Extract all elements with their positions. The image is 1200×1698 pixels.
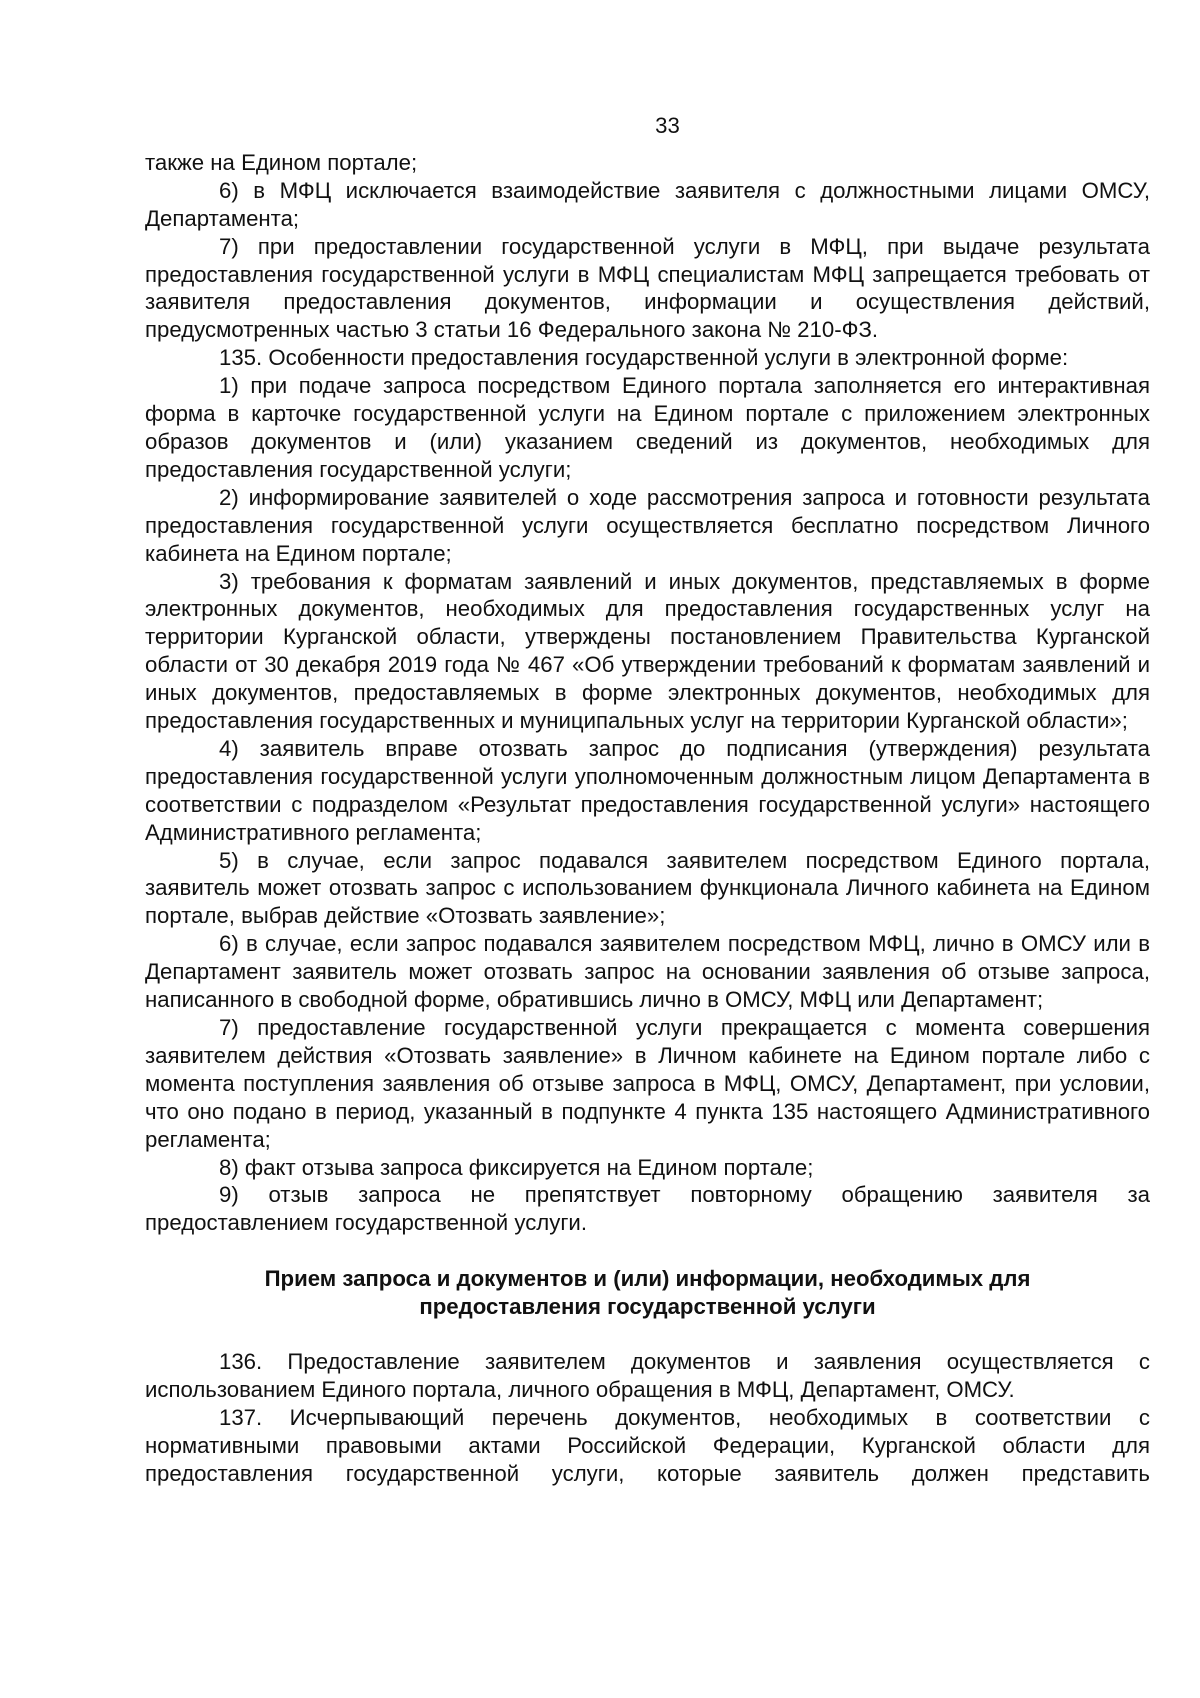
paragraph: 7) предоставление государственной услуги прекращается с момента совершения заявителем действия «Отозвать заявление» в Личном кабинете на Едином портале либо с момента поступления заявления об отзыве запроса в МФЦ, ОМСУ, Департамент, при условии, что оно подано в период, указанный в подпункте 4 пункта 135 настоящего Административного регламента; bbox=[145, 1015, 1150, 1152]
paragraph: 8) факт отзыва запроса фиксируется на Едином портале; bbox=[219, 1154, 814, 1180]
paragraph: 5) в случае, если запрос подавался заявителем посредством Единого портала, заявитель может отозвать запрос с использованием функционала Личного кабинета на Едином портале, выбрав действие «Отозвать заявление»; bbox=[145, 847, 1150, 929]
document-page bbox=[145, 112, 1150, 1488]
page-number: 33 bbox=[655, 113, 680, 138]
paragraph: 136. Предоставление заявителем документов и заявления осуществляется с использованием Единого портала, личного обращения в МФЦ, Департамент, ОМСУ. bbox=[145, 1349, 1150, 1402]
paragraph: 1) при подаче запроса посредством Единого портала заполняется его интерактивная форма в карточке государственной услуги на Едином портале с приложением электронных образов документов и (или) указанием сведений из документов, необходимых для предоставления государственной услуги; bbox=[145, 373, 1150, 482]
body-text-bottom bbox=[145, 1348, 1150, 1488]
paragraph: 4) заявитель вправе отозвать запрос до подписания (утверждения) результата предоставления государственной услуги уполномоченным должностным лицом Департамента в соответствии с подразделом «Результат предоставления государственной услуги» настоящего Административного регламента; bbox=[145, 735, 1150, 845]
paragraph: 135. Особенности предоставления государственной услуги в электронной форме: bbox=[219, 345, 1069, 371]
paragraph: 137. Исчерпывающий перечень документов, необходимых в соответствии с нормативными правовыми актами Российской Федерации, Курганской области для предоставления государственной услуги, которые заявитель должен представить bbox=[145, 1404, 1150, 1486]
section-heading-line: Прием запроса и документов и (или) информации, необходимых для bbox=[264, 1266, 1031, 1292]
paragraph: 6) в случае, если запрос подавался заявителем посредством МФЦ, лично в ОМСУ или в Департамент заявитель может отозвать запрос на основании заявления об отзыве запроса, написанного в свободной форме, обратившись лично в ОМСУ, МФЦ или Департамент; bbox=[145, 931, 1150, 1013]
paragraph: 9) отзыв запроса не препятствует повторному обращению заявителя за предоставлением государственной услуги. bbox=[145, 1182, 1150, 1236]
section-heading bbox=[145, 1265, 1150, 1321]
paragraph: 6) в МФЦ исключается взаимодействие заявителя с должностными лицами ОМСУ, Департамента; bbox=[145, 177, 1150, 231]
body-text-top bbox=[145, 149, 1150, 1237]
paragraph: 3) требования к форматам заявлений и иных документов, представляемых в форме электронных документов, необходимых для предоставления государственных услуг на территории Курганской области, утверждены постановлением Правительства Курганской области от 30 декабря 2019 года № 467 «Об утверждении требований к форматам заявлений и иных документов, предоставляемых в форме электронных документов, необходимых для предоставления государственных и муниципальных услуг на территории Курганской области»; bbox=[145, 568, 1150, 734]
paragraph: также на Едином портале; bbox=[145, 149, 418, 175]
paragraph: 7) при предоставлении государственной услуги в МФЦ, при выдаче результата предоставления государственной услуги в МФЦ специалистам МФЦ запрещается требовать от заявителя предоставления документов, информации и осуществления действий, предусмотренных частью 3 статьи 16 Федерального закона № 210-ФЗ. bbox=[145, 233, 1150, 343]
paragraph: 2) информирование заявителей о ходе рассмотрения запроса и готовности результата предоставления государственной услуги осуществляется бесплатно посредством Личного кабинета на Едином портале; bbox=[145, 484, 1150, 566]
section-heading-line: предоставления государственной услуги bbox=[419, 1294, 876, 1320]
